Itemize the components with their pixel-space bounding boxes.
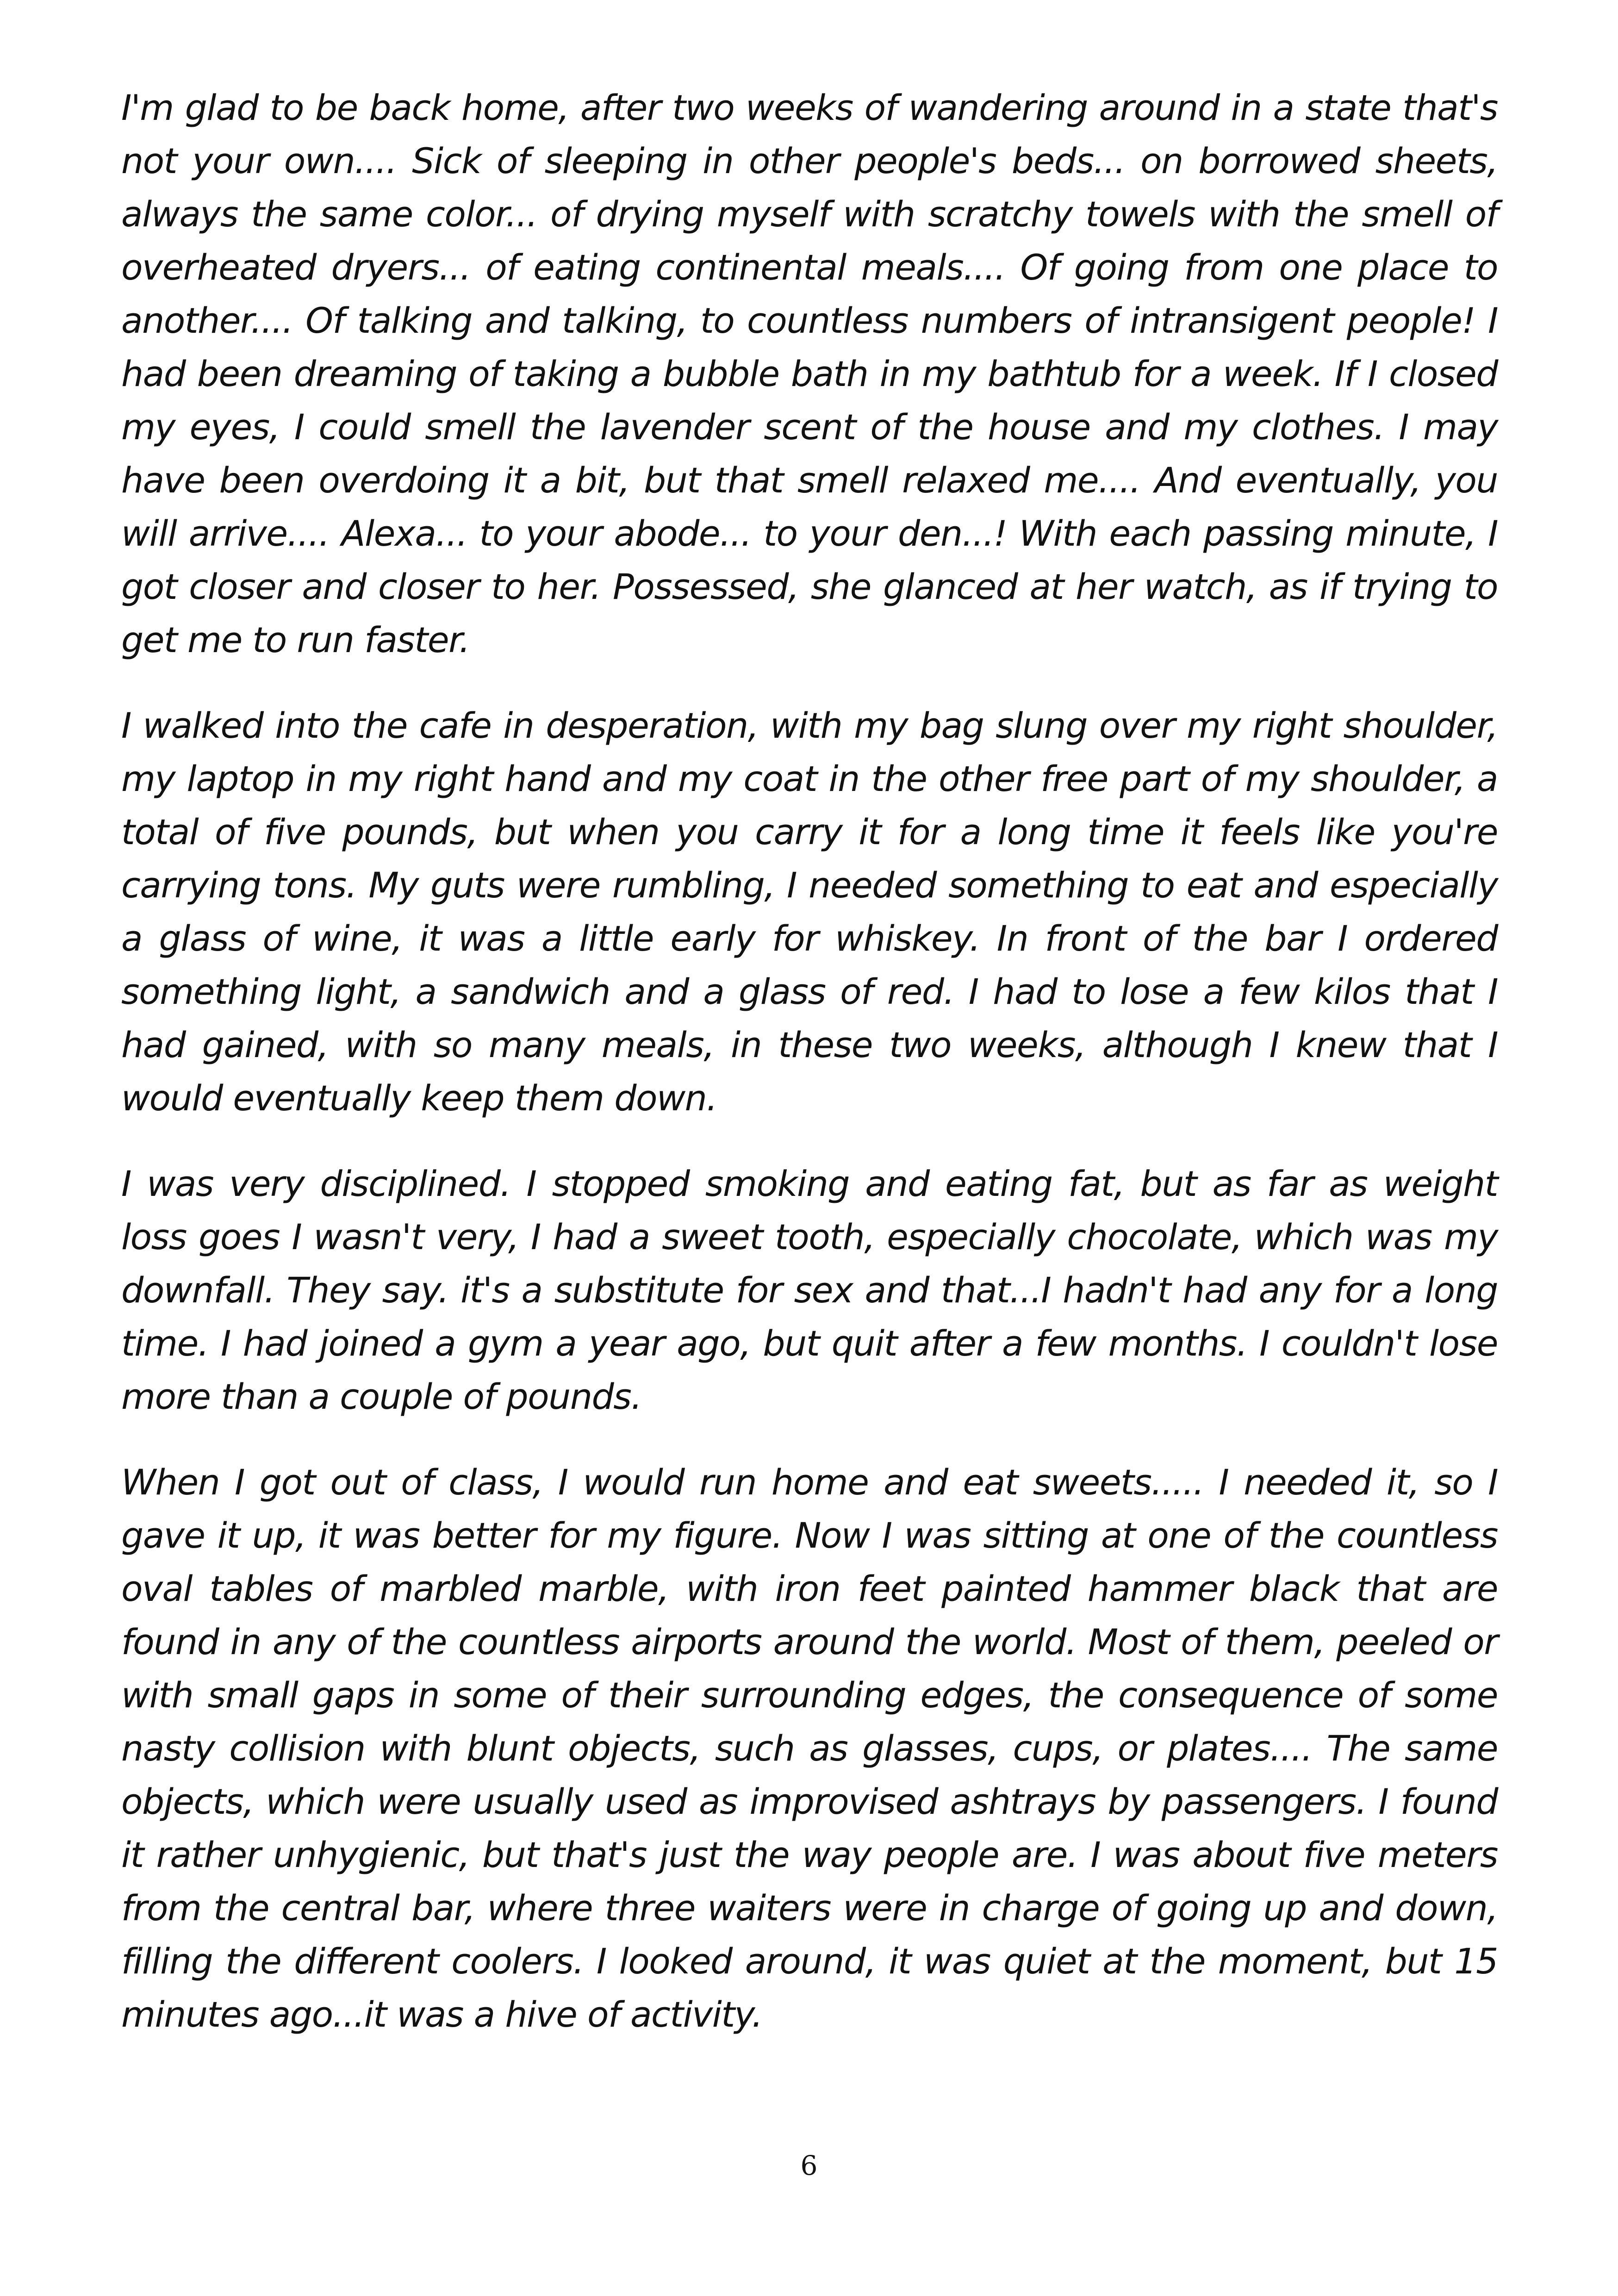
paragraph-2: I walked into the cafe in desperation, with my bag slung over my right shoulder, my laptop in my right hand and my coat in the other free part of my shoulder, a total of five pounds, but when you carry it for a long time it feels like you're carrying tons. My guts were rumbling, I needed something to eat and especially a glass of wine, it was a little early for whiskey. In front of the bar I ordered something light, a sandwich and a glass of red. I had to lose a few kilos that I had gained, with so many meals, in these two weeks, although I knew that I would eventually keep them down. bbox=[121, 705, 1498, 1119]
body-text bbox=[121, 81, 1498, 2073]
paragraph-3: I was very disciplined. I stopped smoking and eating fat, but as far as weight loss goes I wasn't very, I had a sweet tooth, especially chocolate, which was my downfall. They say. it's a substitute for sex and that...I hadn't had any for a long time. I had joined a gym a year ago, but quit after a few months. I couldn't lose more than a couple of pounds. bbox=[121, 1163, 1498, 1417]
paragraph-1: I'm glad to be back home, after two weeks of wandering around in a state that's not your own.... Sick of sleeping in other people's beds... on borrowed sheets, always the same color... of drying myself with scratchy towels with the smell of overheated dryers... of eating continental meals.... Of going from one place to another.... Of talking and talking, to countless numbers of intransigent people! I had been dreaming of taking a bubble bath in my bathtub for a week. If I closed my eyes, I could smell the lavender scent of the house and my clothes. I may have been overdoing it a bit, but that smell relaxed me.... And eventually, you will arrive.... Alexa... to your abode... to your den...! With each passing minute, I got closer and closer to her. Possessed, she glanced at her watch, as if trying to get me to run faster. bbox=[121, 87, 1498, 660]
paragraph-4: When I got out of class, I would run home and eat sweets..... I needed it, so I gave it up, it was better for my figure. Now I was sitting at one of the countless oval tables of marbled marble, with iron feet painted hammer black that are found in any of the countless airports around the world. Most of them, peeled or with small gaps in some of their surrounding edges, the consequence of some nasty collision with blunt objects, such as glasses, cups, or plates.... The same objects, which were usually used as improvised ashtrays by passengers. I found it rather unhygienic, but that's just the way people are. I was about five meters from the central bar, where three waiters were in charge of going up and down, filling the different coolers. I looked around, it was quiet at the moment, but 15 minutes ago...it was a hive of activity. bbox=[121, 1462, 1498, 2035]
page-number: 6 bbox=[800, 2150, 818, 2181]
